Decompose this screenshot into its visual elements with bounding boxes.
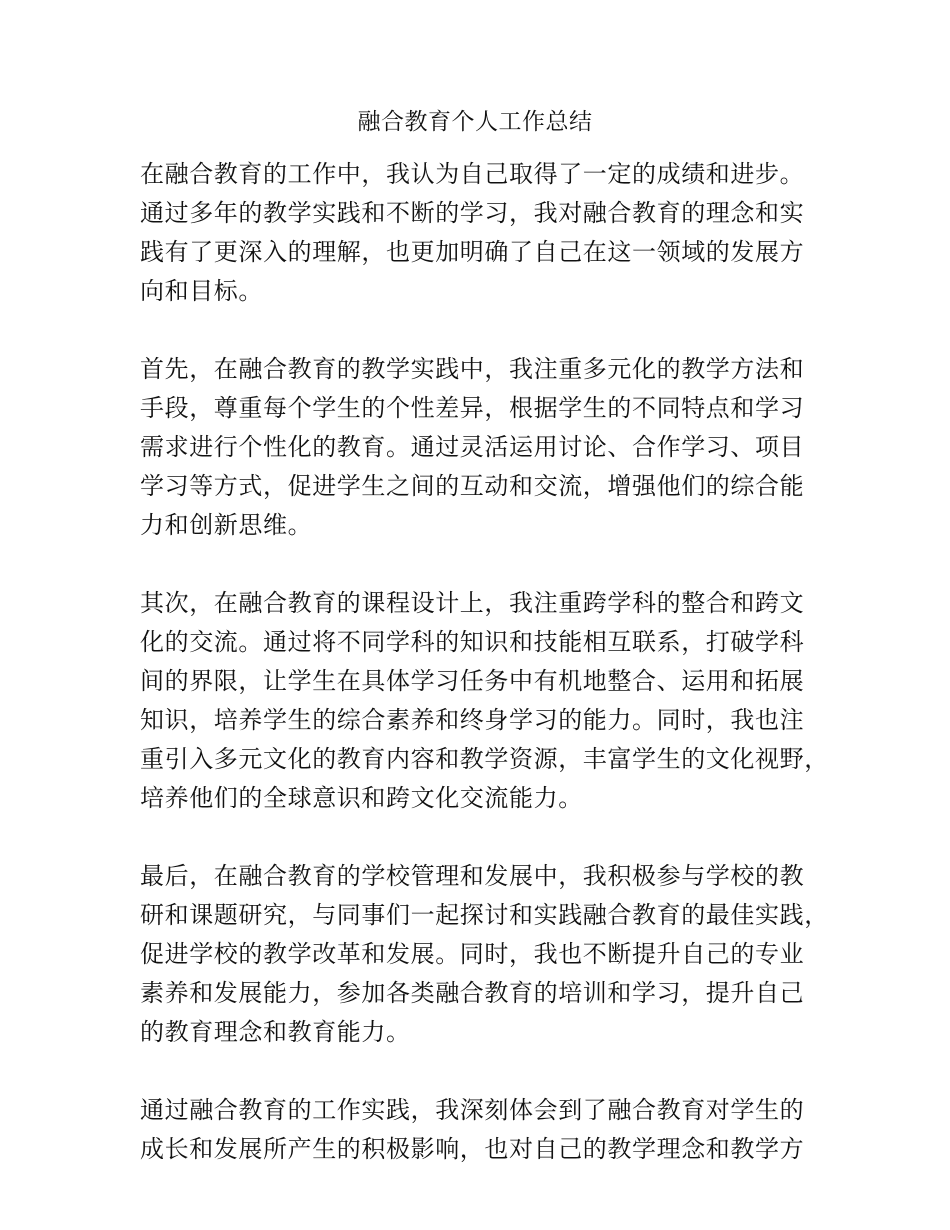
text-line: 通过多年的教学实践和不断的学习，我对融合教育的理念和实 [140, 199, 805, 227]
text-line: 其次，在融合教育的课程设计上，我注重跨学科的整合和跨文 [140, 589, 805, 617]
paragraph-last [140, 857, 840, 1052]
text-line: 向和目标。 [140, 277, 263, 305]
paragraph-first [140, 350, 840, 545]
document-body [140, 155, 840, 1208]
text-line: 成长和发展所产生的积极影响，也对自己的教学理念和教学方 [140, 1135, 805, 1163]
text-line: 力和创新思维。 [140, 511, 313, 539]
text-line: 促进学校的教学改革和发展。同时，我也不断提升自己的专业 [140, 940, 805, 968]
text-line: 最后，在融合教育的学校管理和发展中，我积极参与学校的教 [140, 862, 805, 890]
text-line: 需求进行个性化的教育。通过灵活运用讨论、合作学习、项目 [140, 433, 805, 461]
text-line: 践有了更深入的理解，也更加明确了自己在这一领域的发展方 [140, 238, 805, 266]
text-line: 学习等方式，促进学生之间的互动和交流，增强他们的综合能 [140, 472, 805, 500]
text-line: 的教育理念和教育能力。 [140, 1018, 411, 1046]
text-line: 在融合教育的工作中，我认为自己取得了一定的成绩和进步。 [140, 160, 805, 188]
text-line: 间的界限，让学生在具体学习任务中有机地整合、运用和拓展 [140, 667, 805, 695]
paragraph-second [140, 584, 840, 818]
document-title: 融合教育个人工作总结 [357, 109, 593, 135]
paragraph-intro [140, 155, 840, 311]
text-line: 研和课题研究，与同事们一起探讨和实践融合教育的最佳实践， [140, 901, 829, 929]
text-line: 培养他们的全球意识和跨文化交流能力。 [140, 784, 583, 812]
text-line: 首先，在融合教育的教学实践中，我注重多元化的教学方法和 [140, 355, 805, 383]
text-line: 化的交流。通过将不同学科的知识和技能相互联系，打破学科 [140, 628, 805, 656]
text-line: 重引入多元文化的教育内容和教学资源，丰富学生的文化视野， [140, 745, 829, 773]
text-line: 素养和发展能力，参加各类融合教育的培训和学习，提升自己 [140, 979, 805, 1007]
text-line: 手段，尊重每个学生的个性差异，根据学生的不同特点和学习 [140, 394, 805, 422]
paragraph-conclusion [140, 1091, 840, 1169]
text-line: 知识，培养学生的综合素养和终身学习的能力。同时，我也注 [140, 706, 805, 734]
text-line: 通过融合教育的工作实践，我深刻体会到了融合教育对学生的 [140, 1096, 805, 1124]
